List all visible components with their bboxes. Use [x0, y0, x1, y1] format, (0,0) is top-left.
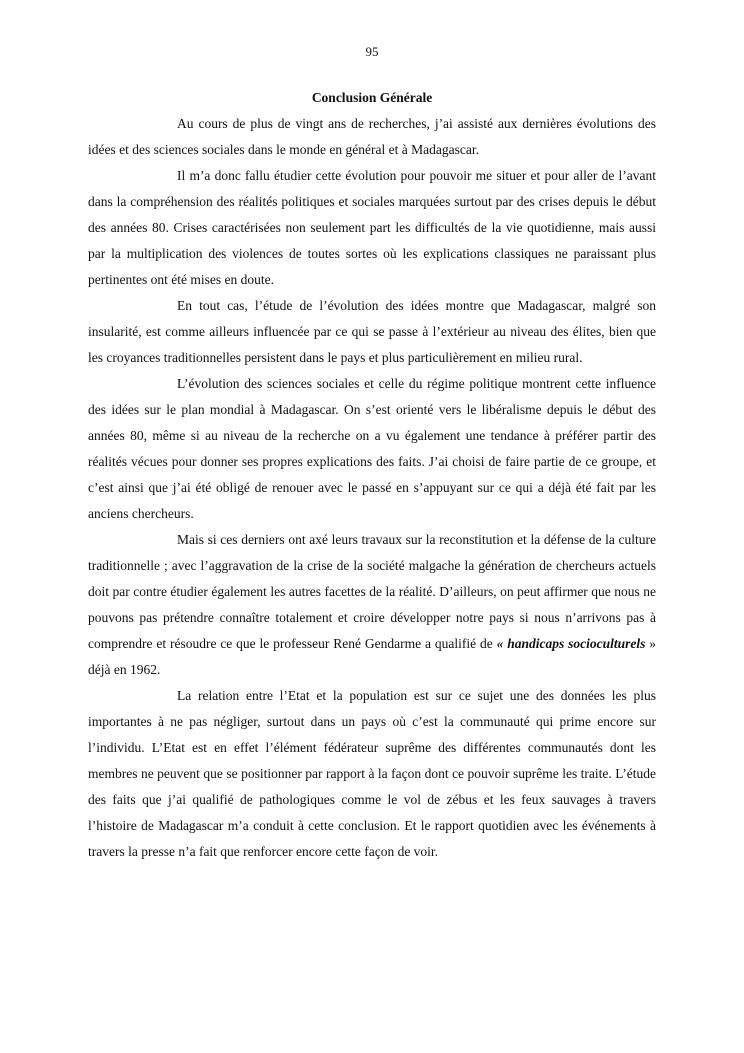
page-number: 95: [365, 44, 379, 59]
paragraph-3: En tout cas, l’étude de l’évolution des idées montre que Madagascar, malgré son insularité, est comme ailleurs influencée par ce qui se passe à l’extérieur au niveau des élites, bien que les croyances traditionnelles persistent dans le pays et plus particulièrement en milieu rural.: [88, 298, 656, 365]
body-text: [88, 111, 656, 865]
paragraph-6: La relation entre l’Etat et la population est sur ce sujet une des données les plus importantes à ne pas négliger, surtout dans un pays où c’est la communauté qui prime encore sur l’individu. L’Etat est en effet l’élément fédérateur suprême des différentes communautés dont les membres ne peuvent que se positionner par rapport à la façon dont ce pouvoir suprême les traite. L’étude des faits que j’ai qualifié de pathologiques comme le vol de zébus et les feux sauvages à travers l’histoire de Madagascar m’a conduit à cette conclusion. Et le rapport quotidien avec les événements à travers la presse n’a fait que renforcer encore cette façon de voir.: [88, 688, 656, 859]
paragraph-1: Au cours de plus de vingt ans de recherches, j’ai assisté aux dernières évolutions des idées et des sciences sociales dans le monde en général et à Madagascar.: [88, 116, 656, 157]
page-title: Conclusion Générale: [311, 90, 433, 105]
paragraph-2: Il m’a donc fallu étudier cette évolution pour pouvoir me situer et pour aller de l’avant dans la compréhension des réalités politiques et sociales marquées surtout par des crises depuis le début des années 80. Crises caractérisées non seulement part les difficultés de la vie quotidienne, mais aussi par la multiplication des violences de toutes sortes où les explications classiques ne paraissant plus pertinentes ont été mises en doute.: [88, 168, 656, 287]
paragraph-5-end: » déjà en 1962.: [88, 636, 657, 677]
emphasis-handicaps-socioculturels: « handicaps socioculturels: [496, 636, 646, 651]
paragraph-5: [88, 527, 656, 683]
paragraph-5-text: Mais si ces derniers ont axé leurs travaux sur la reconstitution et la défense de la culture traditionnelle ; avec l’aggravation de la crise de la société malgache la génération de chercheurs actuels doit par contre étudier également les autres facettes de la réalité. D’ailleurs, on peut affirmer que nous ne pouvons pas prétendre connaître totalement et croire développer notre pays si nous n’arrivons pas à comprendre et résoudre ce que le professeur René Gendarme a qualifié de: [88, 532, 656, 651]
paragraph-4: L’évolution des sciences sociales et celle du régime politique montrent cette influence des idées sur le plan mondial à Madagascar. On s’est orienté vers le libéralisme depuis le début des années 80, même si au niveau de la recherche on a vu également une tendance à préférer partir des réalités vécues pour donner ses propres explications des faits. J’ai choisi de faire partie de ce groupe, et c’est ainsi que j’ai été obligé de renouer avec le passé en s’appuyant sur ce qui a déjà été fait par les anciens chercheurs.: [88, 376, 656, 521]
